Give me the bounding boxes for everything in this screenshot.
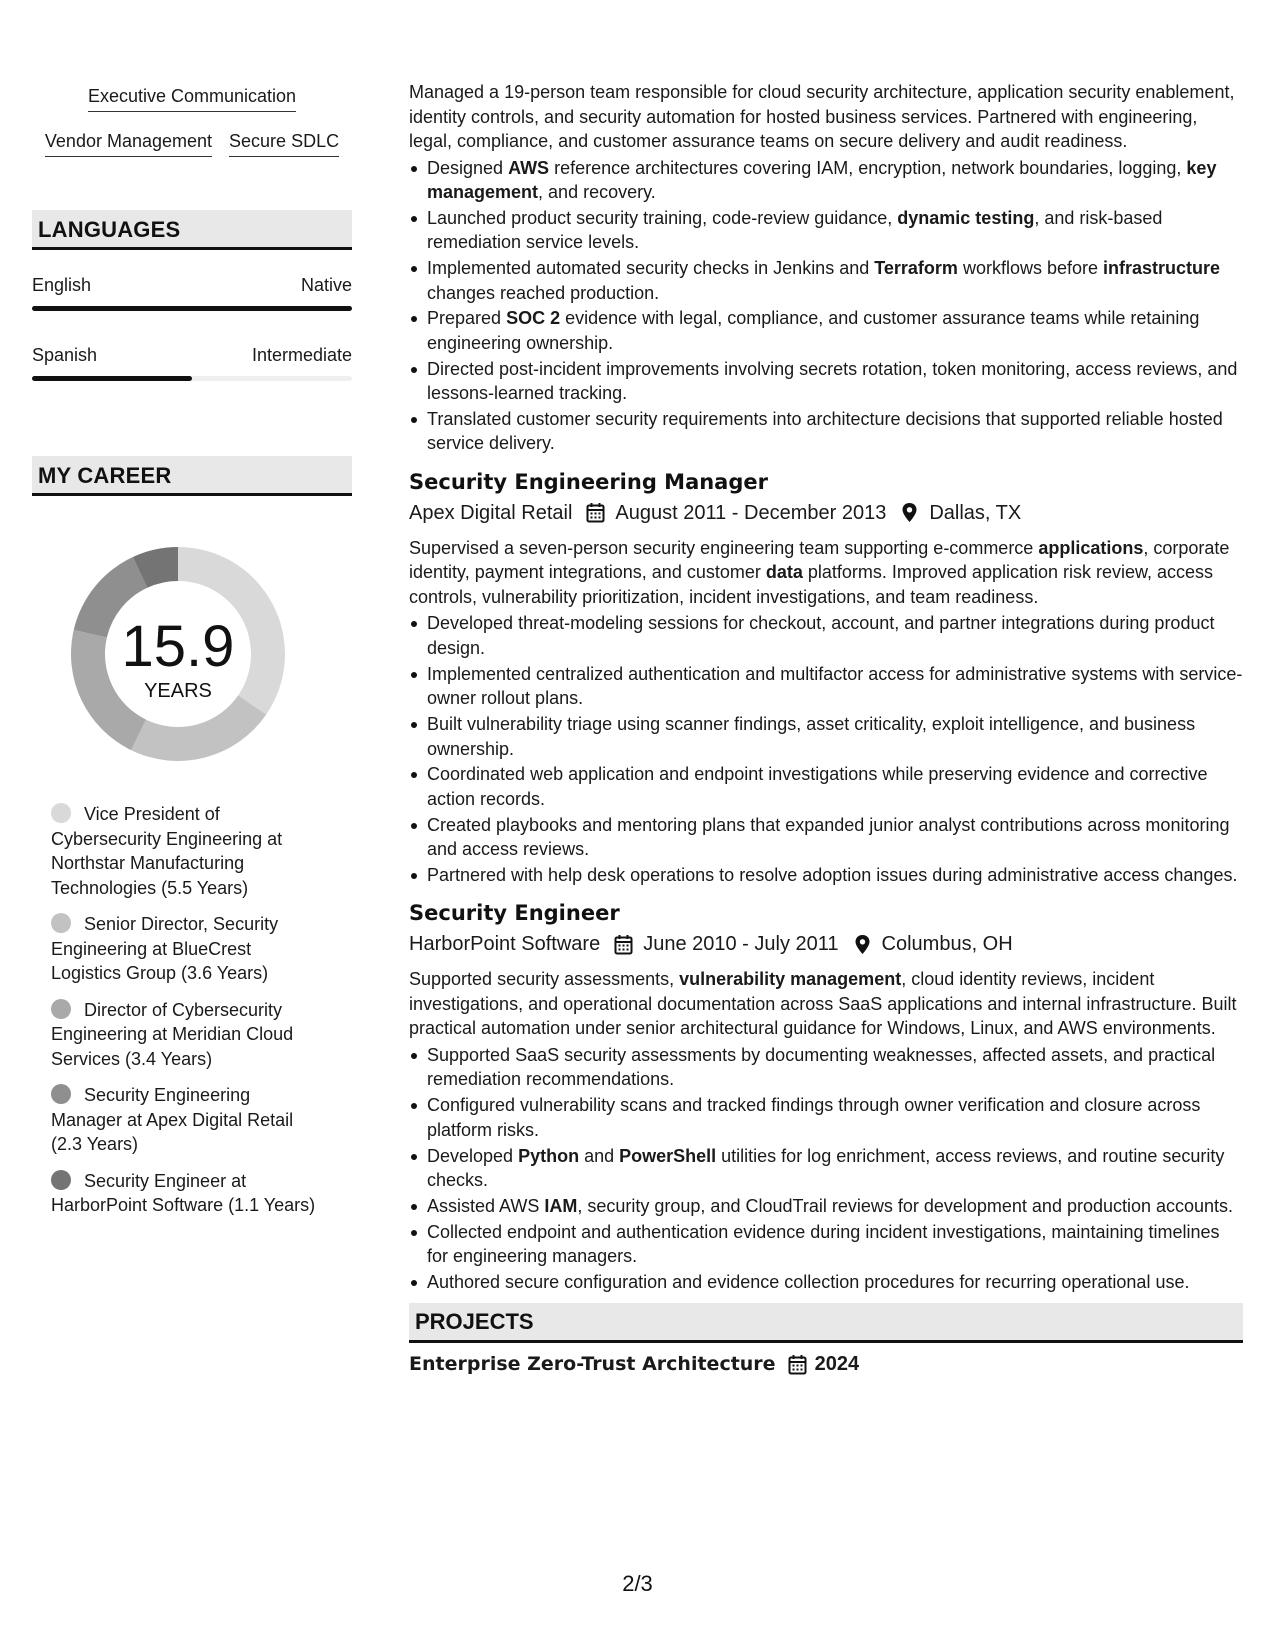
bullet-item: Implemented centralized authentication and multifactor access for administrative systems with service-owner rollout plans. bbox=[409, 662, 1243, 711]
main-content bbox=[409, 80, 1243, 1378]
language-item bbox=[32, 344, 352, 381]
job-company: Apex Digital Retail bbox=[409, 501, 573, 524]
bullet-item: Implemented automated security checks in Jenkins and Terraform workflows before infrastructure changes reached production. bbox=[409, 256, 1243, 305]
calendar-icon bbox=[586, 502, 605, 523]
language-name: English bbox=[32, 275, 92, 295]
bullet-item: Designed AWS reference architectures covering IAM, encryption, network boundaries, logging, key management, and recovery. bbox=[409, 156, 1243, 205]
map-pin-icon bbox=[900, 502, 919, 523]
proficiency-bar bbox=[32, 306, 352, 311]
donut-segment bbox=[131, 695, 266, 761]
language-level: Native bbox=[300, 275, 352, 295]
project-name: Enterprise Zero-Trust Architecture bbox=[409, 1353, 776, 1376]
bullet-item: Developed Python and PowerShell utilities for log enrichment, access reviews, and routine security checks. bbox=[409, 1144, 1243, 1193]
career-legend-item bbox=[51, 1083, 321, 1157]
section-title: LANGUAGES bbox=[38, 217, 181, 242]
job-location: Dallas, TX bbox=[929, 501, 1022, 524]
career-legend-item bbox=[51, 998, 321, 1072]
job-dates: June 2010 - July 2011 bbox=[643, 933, 839, 956]
legend-label: Security Engineer at HarborPoint Software (1.1 Years) bbox=[51, 1170, 316, 1215]
proficiency-fill bbox=[32, 376, 192, 381]
job-bullets bbox=[409, 1043, 1243, 1294]
language-item bbox=[32, 274, 352, 311]
job-company: HarborPoint Software bbox=[409, 933, 601, 956]
career-legend bbox=[51, 802, 321, 1230]
bullet-item: Supported SaaS security assessments by documenting weaknesses, affected assets, and practical remediation recommendations. bbox=[409, 1043, 1243, 1092]
legend-label: Vice President of Cybersecurity Engineering at Northstar Manufacturing Technologies (5.5 Years) bbox=[51, 804, 283, 898]
projects-heading bbox=[409, 1303, 1243, 1343]
bullet-item: Launched product security training, code-review guidance, dynamic testing, and risk-based remediation service levels. bbox=[409, 206, 1243, 255]
bullet-item: Developed threat-modeling sessions for checkout, account, and partner integrations during product design. bbox=[409, 611, 1243, 660]
job-location: Columbus, OH bbox=[881, 933, 1013, 956]
job-dates: August 2011 - December 2013 bbox=[615, 501, 887, 524]
bullet-item: Built vulnerability triage using scanner findings, asset criticality, exploit intelligence, and business ownership. bbox=[409, 712, 1243, 761]
bullet-item: Collected endpoint and authentication evidence during incident investigations, maintaining timelines for engineering managers. bbox=[409, 1220, 1243, 1269]
project-item bbox=[409, 1350, 1243, 1378]
legend-label: Director of Cybersecurity Engineering at Meridian Cloud Services (3.4 Years) bbox=[51, 999, 294, 1069]
career-donut-chart bbox=[65, 541, 291, 767]
legend-dot bbox=[51, 913, 71, 933]
bullet-item: Assisted AWS IAM, security group, and CloudTrail reviews for development and production accounts. bbox=[409, 1194, 1243, 1219]
legend-dot bbox=[51, 999, 71, 1019]
total-years-unit: YEARS bbox=[144, 680, 212, 702]
calendar-icon bbox=[788, 1354, 807, 1375]
skills-row-2 bbox=[32, 130, 352, 157]
job-summary: Supported security assessments, vulnerability management, cloud identity reviews, incident investigations, and operational documentation across SaaS applications and internal infrastructure. Built practical automation under senior architectural guidance for Windows, Linux, and AWS environments. bbox=[409, 969, 1237, 1039]
job-summary: Managed a 19-person team responsible for cloud security architecture, application security enablement, identity controls, and security automation for hosted business services. Partnered with engineering, legal, compliance, and customer assurance teams on secure delivery and audit readiness. bbox=[409, 82, 1235, 151]
language-name: Spanish bbox=[32, 345, 98, 365]
bullet-item: Coordinated web application and endpoint investigations while preserving evidence and corrective action records. bbox=[409, 762, 1243, 811]
language-level: Intermediate bbox=[251, 345, 352, 365]
job-summary: Supervised a seven-person security engineering team supporting e-commerce applications, corporate identity, payment integrations, and customer data platforms. Improved application risk review, access controls, vulnerability prioritization, incident investigations, and team readiness. bbox=[409, 537, 1230, 607]
project-year: 2024 bbox=[814, 1353, 860, 1376]
skills-row-1 bbox=[32, 85, 352, 112]
bullet-item: Authored secure configuration and evidence collection procedures for recurring operational use. bbox=[409, 1270, 1243, 1295]
languages-heading bbox=[32, 210, 352, 250]
skill-tag: Executive Communication bbox=[88, 85, 296, 112]
job-title: Security Engineer bbox=[409, 901, 620, 926]
legend-dot bbox=[51, 1170, 71, 1190]
page-number: 2/3 bbox=[622, 1571, 653, 1596]
skill-tag: Secure SDLC bbox=[229, 130, 339, 157]
legend-label: Senior Director, Security Engineering at BlueCrest Logistics Group (3.6 Years) bbox=[51, 914, 279, 983]
bullet-item: Directed post-incident improvements involving secrets rotation, token monitoring, access reviews, and lessons-learned tracking. bbox=[409, 357, 1243, 406]
career-legend-item bbox=[51, 1169, 321, 1218]
bullet-item: Configured vulnerability scans and tracked findings through owner verification and closure across platform risks. bbox=[409, 1093, 1243, 1142]
total-years: 15.9 bbox=[121, 614, 235, 679]
job-bullets bbox=[409, 156, 1243, 456]
section-title: PROJECTS bbox=[415, 1309, 534, 1335]
bullet-item: Translated customer security requirements into architecture decisions that supported reliable hosted service delivery. bbox=[409, 407, 1243, 456]
job-title: Security Engineering Manager bbox=[409, 469, 768, 494]
job-bullets bbox=[409, 611, 1243, 887]
calendar-icon bbox=[614, 934, 633, 955]
career-legend-item bbox=[51, 802, 321, 900]
legend-dot bbox=[51, 1084, 71, 1104]
section-title: MY CAREER bbox=[38, 463, 172, 488]
bullet-item: Partnered with help desk operations to resolve adoption issues during administrative access changes. bbox=[409, 863, 1243, 888]
bullet-item: Created playbooks and mentoring plans that expanded junior analyst contributions across monitoring and access reviews. bbox=[409, 813, 1243, 862]
bullet-item: Prepared SOC 2 evidence with legal, compliance, and customer assurance teams while retaining engineering ownership. bbox=[409, 306, 1243, 355]
career-legend-item bbox=[51, 912, 321, 986]
job-meta bbox=[409, 499, 1243, 527]
legend-dot bbox=[51, 803, 71, 823]
map-pin-icon bbox=[853, 934, 872, 955]
career-heading bbox=[32, 456, 352, 496]
job-meta bbox=[409, 930, 1243, 958]
skill-tag: Vendor Management bbox=[45, 130, 212, 157]
proficiency-bar bbox=[32, 376, 352, 381]
legend-label: Security Engineering Manager at Apex Digital Retail (2.3 Years) bbox=[51, 1085, 294, 1154]
proficiency-fill bbox=[32, 306, 352, 311]
